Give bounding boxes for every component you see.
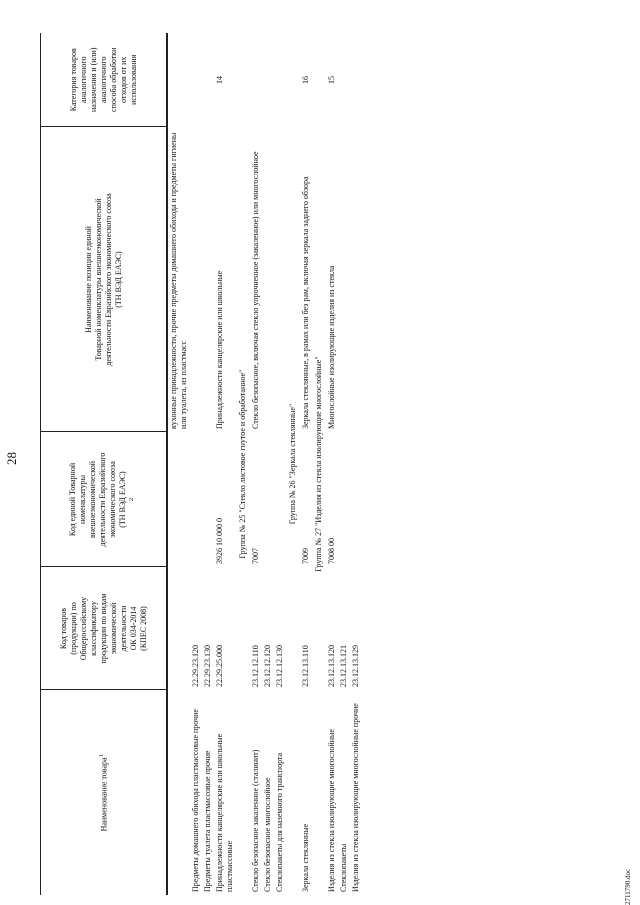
- header-line: деятельности Евразийского экономического союза: [103, 193, 113, 366]
- cell-okpd-code: 23.12.12.120: [263, 645, 272, 687]
- header-line: классификатору: [88, 601, 98, 656]
- header-line: деятельности Евразийского: [97, 452, 107, 547]
- header-line: внешнеэкономической: [87, 460, 97, 539]
- group-heading: Группа № 27 "Изделия из стекла изолирующие многослойные": [314, 356, 323, 572]
- table-row: [262, 33, 274, 895]
- header-name: [41, 690, 168, 895]
- cell-category: [202, 33, 214, 127]
- footnote-mark: 1: [97, 754, 105, 758]
- header-okpd: [41, 567, 168, 690]
- cell-tnved-code: [274, 432, 286, 567]
- cell-tnved-name: кухонные принадлежности, прочие предметы домашнего обихода и предметы гигиены или туалета, из пластмасс: [169, 132, 188, 429]
- cell-okpd-code: 22.29.23.120: [191, 645, 200, 687]
- header-category: [41, 33, 168, 127]
- header-line: назначения и (или): [88, 47, 98, 112]
- group-heading-row: [286, 33, 300, 895]
- header-line: (ТН ВЭД ЕАЭС): [117, 471, 127, 528]
- cell-category: [338, 33, 350, 127]
- cell-tnved-name: Принадлежности канцелярские или школьные: [215, 270, 224, 429]
- header-line: использования: [128, 54, 138, 105]
- header-line: Код единой Товарной: [67, 462, 77, 537]
- table-row: [167, 33, 190, 895]
- table-row: [326, 33, 338, 895]
- cell-tnved-code: 7008 00: [327, 538, 336, 564]
- table-row: [350, 33, 362, 895]
- header-line: экономической: [108, 602, 118, 655]
- cell-category: [350, 33, 362, 127]
- cell-okpd-code: 22.29.23.130: [203, 645, 212, 687]
- cell-product-name: Стеклопакеты для наземного транспорта: [275, 752, 284, 892]
- group-heading: Группа № 26 "Зеркала стеклянные": [288, 403, 297, 525]
- header-line: (продукции) по: [68, 602, 78, 655]
- header-tnved-name: [41, 127, 168, 432]
- table-row: [250, 33, 262, 895]
- header-line: Код товаров: [58, 607, 68, 650]
- cell-okpd-code: [167, 567, 190, 690]
- table-row: [338, 33, 350, 895]
- cell-tnved-code: [202, 432, 214, 567]
- footnote-mark: 2: [127, 497, 135, 502]
- cell-okpd-code: 23.12.13.110: [301, 645, 310, 687]
- cell-tnved-name: [338, 127, 350, 432]
- header-line: экономического союза: [107, 461, 117, 538]
- table-row: [190, 33, 202, 895]
- table-row: [274, 33, 286, 895]
- header-line: продукции по видам: [98, 593, 108, 664]
- cell-category: [167, 33, 190, 127]
- group-heading-row: [236, 33, 250, 895]
- table-row: [202, 33, 214, 895]
- table-header-row: [41, 33, 168, 895]
- cell-product-name: Принадлежности канцелярские или школьные пластмассовые: [215, 733, 234, 892]
- header-line: (ТН ВЭД ЕАЭС): [113, 251, 123, 308]
- document-footer: 2711790.doc: [624, 868, 632, 905]
- cell-tnved-code: [190, 432, 202, 567]
- table-body: [167, 33, 362, 895]
- cell-product-name: [167, 690, 190, 895]
- cell-product-name: Предметы туалета пластмассовые прочие: [203, 750, 212, 892]
- header-line: ОК 034-2014: [128, 606, 138, 651]
- header-tnved-code-text: [68, 436, 128, 564]
- header-line: Товарной номенклатуры внешнеэкономической: [93, 198, 103, 361]
- cell-tnved-code: [338, 432, 350, 567]
- cell-tnved-name: [202, 127, 214, 432]
- cell-okpd-code: 23.12.13.129: [351, 645, 360, 687]
- header-line: номенклатуры: [77, 475, 87, 525]
- cell-tnved-name: [262, 127, 274, 432]
- cell-tnved-name: Стекло безопасное, включая стекло упрочненное (закаленное) или многослойное: [251, 151, 260, 429]
- cell-product-name: Стеклопакеты: [339, 843, 348, 892]
- header-name-text: Наименование товара: [99, 757, 109, 832]
- cell-okpd-code: 22.29.25.000: [215, 645, 224, 687]
- cell-tnved-name: Многослойные изолирующие изделия из стекла: [327, 265, 336, 429]
- group-heading-row: [312, 33, 326, 895]
- header-line: Наименование позиции единой: [83, 226, 93, 333]
- goods-table: [40, 33, 362, 895]
- page-number: 28: [4, 452, 19, 465]
- cell-product-name: Предметы домашнего обихода пластмассовые прочие: [191, 709, 200, 892]
- cell-category: [274, 33, 286, 127]
- cell-okpd-code: 23.12.12.110: [251, 645, 260, 687]
- cell-tnved-name: [350, 127, 362, 432]
- cell-category: 15: [327, 76, 336, 84]
- cell-product-name: Изделия из стекла изолирующие многослойные прочие: [351, 703, 360, 892]
- cell-product-name: Стекло безопасное многослойное: [263, 777, 272, 892]
- cell-okpd-code: 23.12.13.121: [339, 645, 348, 687]
- table-row: [300, 33, 312, 895]
- cell-category: 14: [215, 76, 224, 84]
- cell-product-name: Зеркала стеклянные: [301, 823, 310, 892]
- header-line: аналогичного: [78, 56, 88, 103]
- cell-okpd-code: 23.12.13.120: [327, 645, 336, 687]
- header-line: способа обработки: [108, 47, 118, 112]
- header-line: деятельности: [118, 605, 128, 652]
- cell-tnved-code: [262, 432, 274, 567]
- header-tnved-code: [41, 432, 168, 567]
- cell-category: 16: [301, 76, 310, 84]
- cell-okpd-code: 23.12.12.130: [275, 645, 284, 687]
- cell-category: [250, 33, 262, 127]
- cell-tnved-code: [167, 432, 190, 567]
- header-line: отходов от их: [118, 56, 128, 103]
- cell-tnved-code: 3926 10 000 0: [215, 518, 224, 564]
- cell-tnved-name: Зеркала стеклянные, в рамах или без рам, включая зеркала заднего обзора: [301, 176, 310, 429]
- cell-tnved-name: [190, 127, 202, 432]
- cell-tnved-name: [274, 127, 286, 432]
- group-heading: Группа № 25 "Стекло листовое гнутое и обработанное": [238, 369, 247, 559]
- header-line: аналогичного: [98, 56, 108, 103]
- cell-product-name: Стекло безопасное закаленное (сталинит): [251, 749, 260, 892]
- cell-category: [262, 33, 274, 127]
- header-line: Общероссийскому: [78, 596, 88, 661]
- table-row: [214, 33, 236, 895]
- cell-product-name: Изделия из стекла изолирующие многослойные: [327, 729, 336, 892]
- header-line: Категория товаров: [68, 48, 78, 112]
- cell-category: [190, 33, 202, 127]
- cell-tnved-code: 7007: [251, 548, 260, 564]
- cell-tnved-code: 7009: [301, 548, 310, 564]
- cell-tnved-code: [350, 432, 362, 567]
- header-line: (КПЕС 2008): [138, 606, 148, 651]
